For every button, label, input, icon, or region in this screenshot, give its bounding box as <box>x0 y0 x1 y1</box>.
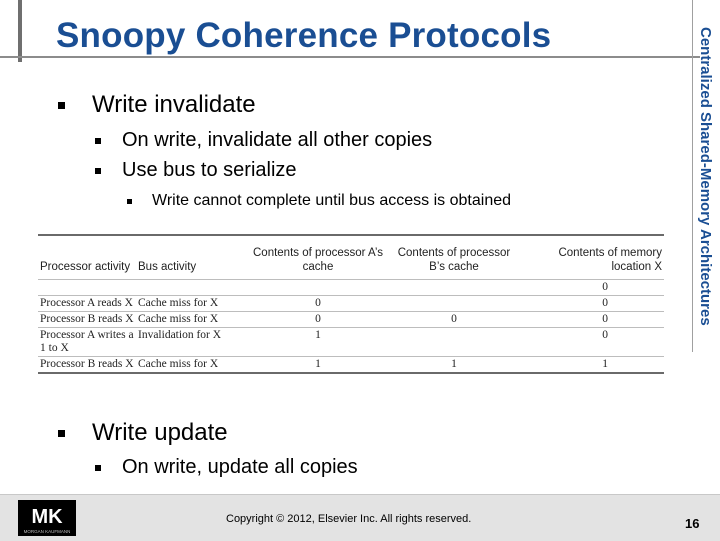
table-cell: Processor B reads X <box>40 358 134 370</box>
table-header-row <box>38 235 664 280</box>
table-cell: Cache miss for X <box>138 358 219 370</box>
square-bullet-icon <box>95 465 101 471</box>
square-bullet-icon <box>127 199 132 204</box>
table-cell <box>136 280 248 296</box>
logo-subtext: MORGAN KAUFMANN <box>23 529 71 534</box>
column-header: Processor activity <box>38 235 136 280</box>
table-cell: 0 <box>388 312 520 328</box>
table-row <box>38 328 664 357</box>
table-cell: 0 <box>520 328 664 357</box>
table-cell: 1 <box>315 358 321 370</box>
bullet-write-invalidate <box>58 91 256 119</box>
page-number: 16 <box>685 516 700 531</box>
bullet-write-update <box>58 419 228 447</box>
table-cell: 1 <box>602 358 608 370</box>
slide-title: Snoopy Coherence Protocols <box>56 16 552 55</box>
bullet-text: Write cannot complete until bus access is obtained <box>152 192 512 209</box>
table-cell: Processor B reads X <box>38 312 136 328</box>
coherence-table <box>38 234 664 374</box>
bullet-text: Write invalidate <box>92 91 256 118</box>
publisher-logo <box>18 500 76 536</box>
table-cell <box>388 328 520 357</box>
logo-text: MK <box>31 506 63 528</box>
table-cell: 0 <box>248 296 388 312</box>
bullet-text: Use bus to serialize <box>122 159 297 181</box>
table-cell: Processor A writes a 1 to X <box>38 328 136 357</box>
bullet-text: Write update <box>92 419 228 446</box>
table-cell: 1 <box>248 328 388 357</box>
table-cell: Processor A reads X <box>38 296 136 312</box>
bullet-text: On write, invalidate all other copies <box>122 129 433 151</box>
table-row <box>38 296 664 312</box>
square-bullet-icon <box>58 102 65 109</box>
column-header: Contents of processor B’s cache <box>388 235 520 280</box>
table-cell <box>38 280 136 296</box>
table-cell <box>388 296 520 312</box>
table-cell: 1 <box>451 358 457 370</box>
square-bullet-icon <box>58 430 65 437</box>
column-header: Contents of memory location X <box>520 235 664 280</box>
table-cell <box>248 280 388 296</box>
side-section-title: Centralized Shared-Memory Architectures <box>697 26 714 326</box>
table-row <box>38 312 664 328</box>
table-cell: 0 <box>520 296 664 312</box>
table-cell: 0 <box>520 280 664 296</box>
table-row <box>38 357 664 374</box>
table-cell: Cache miss for X <box>136 296 248 312</box>
bullet-text: On write, update all copies <box>122 456 358 478</box>
column-header: Contents of processor A’s cache <box>248 235 388 280</box>
table-cell: 0 <box>248 312 388 328</box>
mk-logo-icon <box>18 500 76 536</box>
table-cell: Invalidation for X <box>136 328 248 357</box>
table-cell: Cache miss for X <box>136 312 248 328</box>
decorative-horizontal-line <box>0 56 700 58</box>
decorative-vertical-line <box>18 0 22 62</box>
square-bullet-icon <box>95 138 101 144</box>
sub-bullet-update-copies <box>95 456 358 479</box>
sub-bullet-serialize <box>95 159 297 182</box>
column-header: Bus activity <box>136 235 248 280</box>
table-row <box>38 280 664 296</box>
sub-bullet-invalidate-copies <box>95 129 432 152</box>
square-bullet-icon <box>95 168 101 174</box>
sub-sub-bullet-bus-access <box>127 192 511 210</box>
copyright-notice: Copyright © 2012, Elsevier Inc. All rights reserved. <box>226 513 472 525</box>
table-cell: 0 <box>520 312 664 328</box>
table-cell <box>388 280 520 296</box>
